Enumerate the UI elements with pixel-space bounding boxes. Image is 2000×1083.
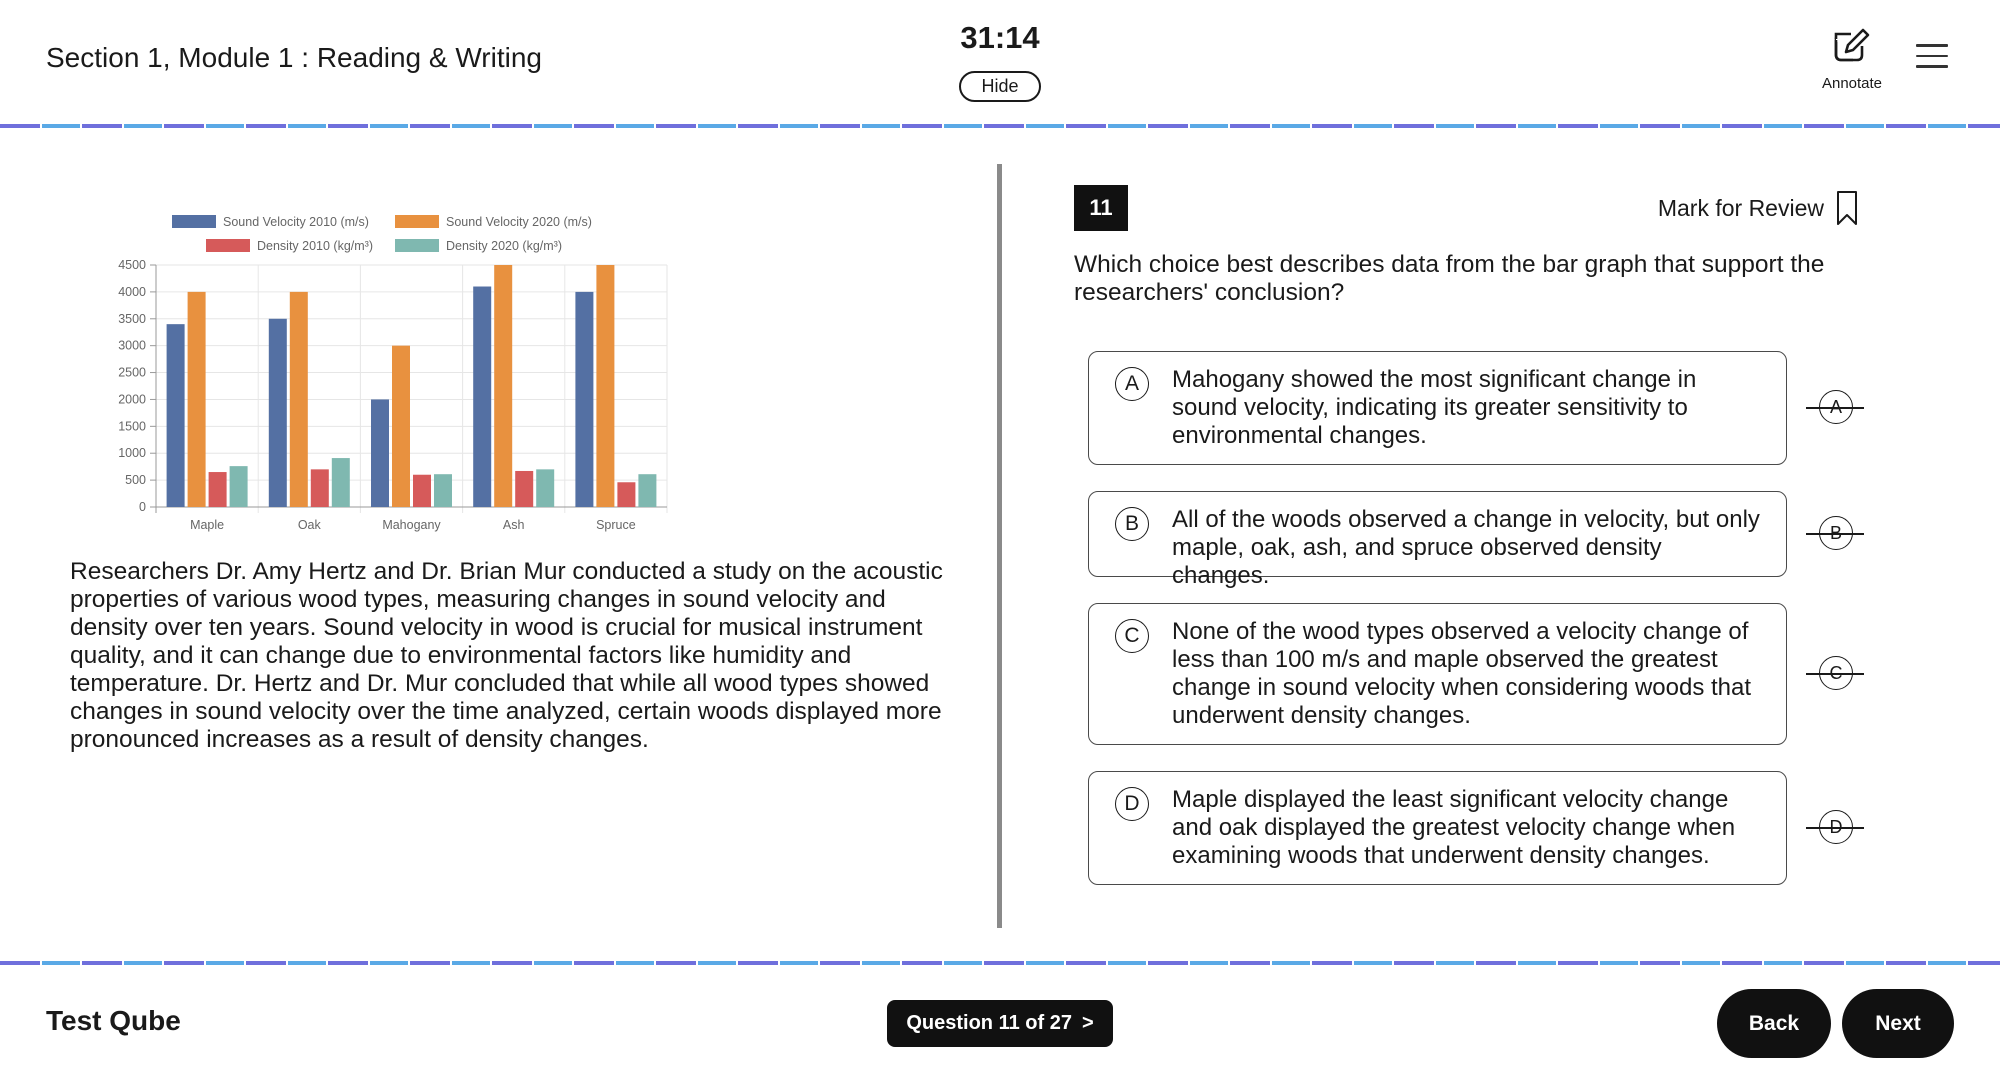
back-button[interactable]: Back	[1717, 989, 1831, 1058]
bar	[515, 471, 533, 507]
pane-divider[interactable]	[997, 164, 1002, 928]
x-tick-label: Mahogany	[382, 518, 441, 532]
choice-letter-d: D	[1115, 787, 1149, 821]
section-title: Section 1, Module 1 : Reading & Writing	[46, 42, 542, 73]
x-tick-label: Maple	[190, 518, 225, 532]
answer-choice-a[interactable]	[1088, 351, 1787, 465]
choice-text-c: None of the wood types observed a velocity change of less than 100 m/s and maple observed the greatest change in sound velocity when considering woods that underwent density changes.	[1172, 618, 1752, 729]
legend-label: Sound Velocity 2010 (m/s)	[223, 215, 369, 229]
x-tick-label: Spruce	[596, 518, 636, 532]
choice-text-a: Mahogany showed the most significant change in sound velocity, indicating its greater sensitivity to environmental changes.	[1172, 366, 1697, 449]
y-tick-label: 4000	[118, 284, 146, 299]
eliminate-choice-d[interactable]	[1806, 810, 1864, 846]
y-tick-label: 2500	[118, 365, 146, 380]
choice-letter-c: C	[1115, 619, 1149, 653]
legend-label: Sound Velocity 2020 (m/s)	[446, 215, 592, 229]
bar	[617, 482, 635, 507]
y-tick-label: 3500	[118, 311, 146, 326]
legend-swatch	[206, 239, 250, 252]
mark-for-review-button[interactable]	[1640, 188, 1858, 228]
y-tick-label: 3000	[118, 338, 146, 353]
eliminate-choice-b[interactable]	[1806, 516, 1864, 552]
strikethrough-line	[1806, 407, 1864, 409]
bar	[596, 265, 614, 507]
question-number: 11	[1074, 185, 1128, 231]
question-prompt: Which choice best describes data from the bar graph that support the researchers' conclusion?	[1074, 251, 1825, 306]
bar	[209, 472, 227, 507]
annotate-button[interactable]	[1810, 28, 1894, 92]
bar	[413, 475, 431, 507]
bar	[332, 458, 350, 507]
strikethrough-line	[1806, 673, 1864, 675]
mark-for-review-label: Mark for Review	[1657, 194, 1824, 221]
top-bar	[0, 0, 2000, 126]
answer-choice-b[interactable]	[1088, 491, 1787, 589]
timer: 31:14	[960, 20, 1040, 55]
menu-icon[interactable]	[1916, 44, 1948, 70]
header-divider	[0, 124, 2000, 128]
bar	[311, 469, 329, 507]
brand-name: Test Qube	[46, 1005, 181, 1036]
bookmark-icon	[1836, 190, 1858, 226]
legend-swatch	[395, 239, 439, 252]
answer-choice-c[interactable]	[1088, 603, 1787, 745]
choice-letter-a: A	[1115, 367, 1149, 401]
passage-pane	[70, 200, 970, 754]
footer-divider	[0, 961, 2000, 965]
question-navigator-label: Question 11 of 27	[906, 1012, 1072, 1034]
pencil-icon	[1833, 28, 1871, 64]
question-navigator-button[interactable]	[887, 1000, 1113, 1047]
choice-text-b: All of the woods observed a change in velocity, but only maple, oak, ash, and spruce observed density changes.	[1172, 506, 1760, 589]
strikethrough-line	[1806, 533, 1864, 535]
passage-text: Researchers Dr. Amy Hertz and Dr. Brian Mur conducted a study on the acoustic properties of various wood types, measuring changes in sound velocity and density over ten years. Sound velocity in wood is crucial for musical instrument quality, and it can change due to environmental factors like humidity and temperature. Dr. Hertz and Dr. Mur concluded that while all wood types showed changes in sound velocity over the time analyzed, certain woods displayed more pronounced increases as a result of density changes.	[70, 558, 943, 753]
y-tick-label: 500	[125, 473, 146, 488]
bar	[494, 265, 512, 507]
bar	[188, 292, 206, 507]
legend-label: Density 2010 (kg/m³)	[257, 239, 374, 253]
bar	[392, 346, 410, 507]
bar-chart	[70, 200, 690, 540]
eliminate-choice-c[interactable]	[1806, 656, 1864, 692]
legend-label: Density 2020 (kg/m³)	[446, 239, 563, 253]
bar	[536, 469, 554, 507]
bar	[434, 474, 452, 507]
answer-choice-d[interactable]	[1088, 771, 1787, 885]
bar	[575, 292, 593, 507]
y-tick-label: 1500	[118, 419, 146, 434]
bar	[230, 466, 248, 507]
legend-swatch	[172, 215, 216, 228]
hide-timer-button[interactable]: Hide	[959, 71, 1041, 102]
choice-letter-b: B	[1115, 507, 1149, 541]
bar	[638, 474, 656, 507]
strikethrough-line	[1806, 827, 1864, 829]
legend-swatch	[395, 215, 439, 228]
bar	[371, 399, 389, 507]
bar	[290, 292, 308, 507]
y-tick-label: 2000	[118, 392, 146, 407]
bar	[167, 324, 185, 507]
y-tick-label: 4500	[118, 258, 146, 272]
y-tick-label: 0	[139, 500, 146, 514]
y-tick-label: 1000	[118, 446, 146, 461]
next-button[interactable]: Next	[1842, 989, 1954, 1058]
bar	[269, 319, 287, 507]
eliminate-choice-a[interactable]	[1806, 390, 1864, 426]
chevron-right-icon: >	[1081, 1012, 1094, 1034]
annotate-label: Annotate	[1821, 75, 1883, 92]
choice-text-d: Maple displayed the least significant velocity change and oak displayed the greatest velocity change when examining woods that underwent density changes.	[1172, 786, 1736, 869]
bar	[473, 287, 491, 507]
x-tick-label: Oak	[297, 518, 321, 532]
x-tick-label: Ash	[502, 518, 525, 532]
